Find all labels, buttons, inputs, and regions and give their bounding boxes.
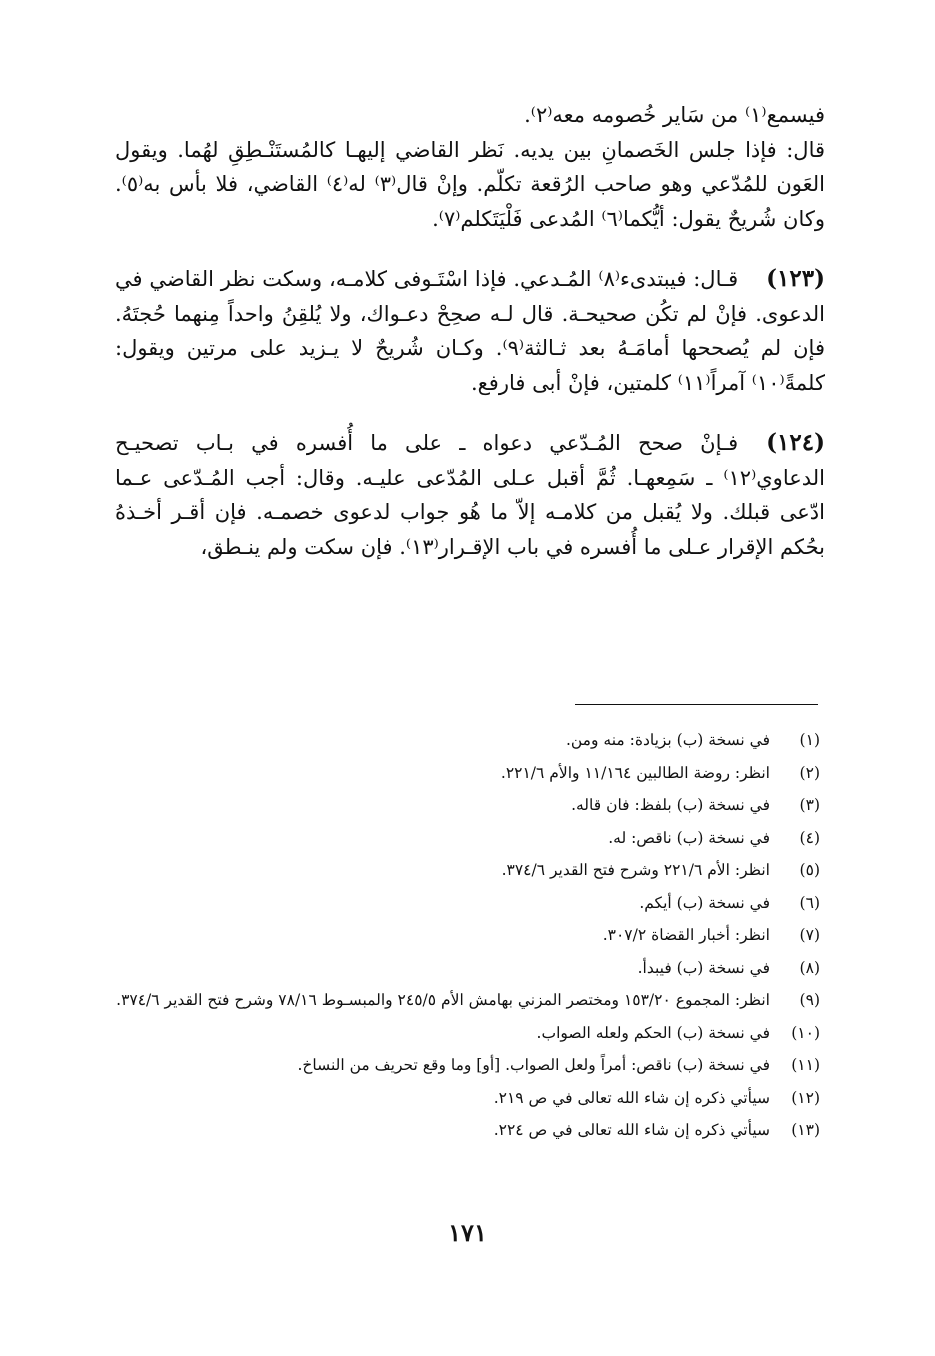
footnote-number: (٣) [799, 796, 820, 814]
page-number: ١٧١ [448, 1218, 487, 1247]
footnote-number: (٨) [799, 958, 820, 977]
footnote [110, 1085, 820, 1112]
footnote-text: سيأتي ذكره إن شاء الله تعالى في ص ٢١٩. [493, 1088, 770, 1107]
paragraph-124 [115, 426, 825, 564]
footnote-text: انظر: الأم ٢٢١/٦ وشرح فتح القدير ٣٧٤/٦. [501, 861, 770, 879]
footnote-number: (١٠) [791, 1023, 820, 1042]
footnote [110, 1117, 820, 1144]
footnotes [110, 727, 820, 1150]
paragraph-123-text: قـال: فيبتدىء⁽٨⁾ المُـدعي. فإذا اسْتَـوفى كلامـه، وسكت نظر القاضي في الدعوى. فإنْ لم تكُن صحيحـة. قال لـه صحِحْ دعـواك، ولا يُلقِنُ واحداً مِنهما حُجتَهُ. فإن لم يُصححها أمامَـهُ بعد ثـالثة⁽٩⁾. وكـان شُريحٌ لا يـزيد على مرتين ويقول: كلمةً⁽١٠⁾ آمراً⁽١١⁾ كلمتين، فإنْ أبى فارفع. [115, 267, 825, 395]
footnote-number: (٤) [799, 828, 820, 847]
footnote [110, 792, 820, 819]
footnote [110, 890, 820, 917]
footnote [110, 1020, 820, 1047]
footnote [110, 1052, 820, 1079]
footnote-text: سيأتي ذكره إن شاء الله تعالى في ص ٢٢٤. [493, 1121, 770, 1139]
footnote-number: (١١) [791, 1056, 820, 1074]
footnote [110, 727, 820, 754]
footnote-text: في نسخة (ب) فيبدأ. [637, 958, 770, 977]
footnote-number: (١٣) [791, 1121, 820, 1139]
paragraph-124-text: فـإنْ صحح المُـدّعي دعواه ـ على ما أُفسره في بـاب تصحيـح الدعاوي⁽١٢⁾ ـ سَمِعهـا. ثُمَّ أقبل عـلى المُدّعى عليـه. وقال: أجب المُـدّعى عـما ادّعى قبلك. ولا يُقبل من كلامـه إلاّ ما هُو جواب لدعوى خصمـه. فإن أقـر أخـذهُ بحُكم الإقرار عـلى ما أُفسره في باب الإقـرار⁽١٣⁾. فإن سكت ولم ينـطق، [115, 431, 825, 559]
footnote [110, 857, 820, 884]
footnote [110, 922, 820, 949]
footnote [110, 760, 820, 787]
footnote-text: في نسخة (ب) ناقص: له. [608, 828, 770, 847]
footnote-text: في نسخة (ب) الحكم ولعله الصواب. [536, 1023, 770, 1042]
footnote-number: (٢) [799, 763, 820, 782]
footnote-number: (١) [799, 731, 820, 749]
footnote-number: (٥) [799, 861, 820, 879]
footnote-number: (٧) [799, 926, 820, 944]
footnote-text: انظر: أخبار القضاة ٣٠٧/٢. [602, 926, 770, 944]
section-number-124: (١٢٤) [766, 429, 825, 456]
footnote-text: في نسخة (ب) ناقص: أمراً ولعل الصواب. [أو] وما وقع تحريف من النساخ. [297, 1056, 770, 1074]
footnote-separator [575, 704, 818, 705]
footnote-text: انظر: المجموع ١٥٣/٢٠ ومختصر المزني بهامش الأم ٢٤٥/٥ والمبسـوط ٧٨/١٦ وشرح فتح القدير ٣٧٤/٦. [116, 991, 770, 1009]
paragraph-2: قال: فإذا جلس الخَصمانِ بين يديه. نَظر القاضي إليهـا كالمُستَنْـطِقِ لهُما. ويقول العَون للمُدّعي وهو صاحب الرُقعة تكلّم. وإنْ قال⁽٣⁾ له⁽٤⁾ القاضي، فلا بأس به⁽٥⁾. وكان شُريحٌ يقول: أيُّكما⁽٦⁾ المُدعى فَلْيَتَكلم⁽٧⁾. [115, 137, 826, 231]
footnote-number: (٩) [799, 991, 820, 1009]
footnote [110, 987, 820, 1014]
footnote [110, 955, 820, 982]
main-text [115, 98, 825, 564]
section-number-123: (١٢٣) [766, 265, 825, 292]
paragraph-1: فيسمع⁽١⁾ من سَاير خُصومه معه⁽٢⁾. [524, 103, 825, 127]
footnote-text: انظر: روضة الطالبين ١١/١٦٤ والأم ٢٢١/٦. [500, 763, 770, 782]
footnote-text: في نسخة (ب) أيكم. [639, 893, 770, 912]
paragraph-123 [115, 262, 825, 400]
footnote-number: (١٢) [791, 1088, 820, 1107]
footnote-number: (٦) [799, 893, 820, 912]
footnote [110, 825, 820, 852]
footnote-text: في نسخة (ب) بلفظ: فان قاله. [571, 796, 770, 814]
footnote-text: في نسخة (ب) بزيادة: منه ومن. [565, 731, 770, 749]
